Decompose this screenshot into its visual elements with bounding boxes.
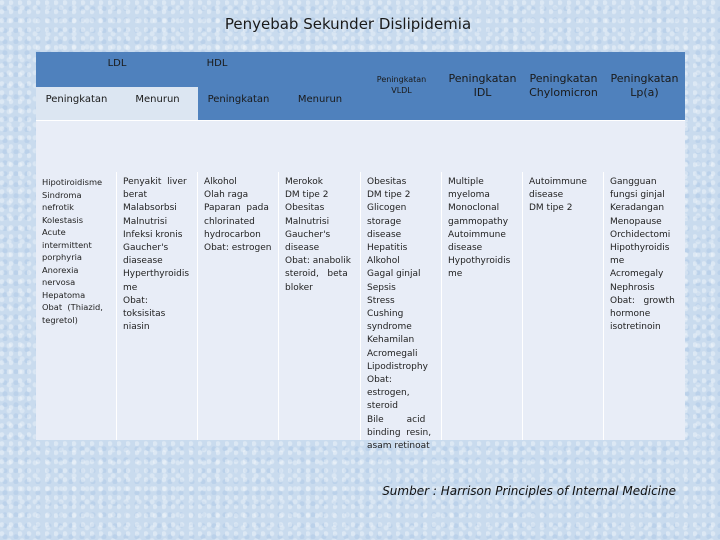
list-item: Malnutrisi bbox=[123, 216, 168, 227]
list-item: Gangguan bbox=[610, 177, 657, 187]
list-item: Hipotiroidisme bbox=[42, 177, 103, 187]
list-item: Kolestasis bbox=[42, 214, 84, 225]
list-item: Penyakit liver bbox=[123, 177, 187, 187]
list-item: fungsi ginjal bbox=[610, 190, 665, 201]
list-item: diasease bbox=[123, 256, 163, 267]
list-item: disease bbox=[285, 243, 320, 254]
list-item: gammopathy bbox=[448, 216, 509, 227]
list-item: Hyperthyroidis bbox=[123, 269, 190, 280]
list-item: Acromegaly bbox=[610, 269, 664, 280]
list-item: storage bbox=[367, 216, 402, 227]
list-item: disease bbox=[448, 243, 483, 254]
list-item: Hepatitis bbox=[367, 243, 408, 254]
list-item: estrogen, bbox=[367, 388, 410, 399]
list-item: intermittent bbox=[42, 239, 92, 250]
chylomicron-list bbox=[523, 172, 603, 440]
idl-header: Peningkatan IDL bbox=[448, 72, 517, 99]
list-item: Obat: anabolik bbox=[285, 256, 351, 267]
list-item: Hipothyroidis bbox=[610, 243, 670, 254]
list-item: Nephrosis bbox=[610, 282, 655, 293]
list-item: Gaucher's bbox=[123, 243, 169, 254]
list-item: Anorexia bbox=[42, 264, 79, 275]
list-item: nefrotik bbox=[42, 202, 74, 212]
ldl-down-list bbox=[117, 172, 197, 440]
list-item: Stress bbox=[367, 295, 395, 306]
list-item: Multiple bbox=[448, 177, 484, 187]
list-item: porphyria bbox=[42, 252, 82, 262]
list-item: myeloma bbox=[448, 190, 490, 201]
list-item: Merokok bbox=[285, 177, 323, 187]
list-item: hormone bbox=[610, 309, 651, 320]
page-title: Penyebab Sekunder Dislipidemia bbox=[224, 15, 472, 33]
list-item: binding resin, bbox=[367, 427, 432, 438]
list-item: DM tipe 2 bbox=[285, 190, 329, 201]
hdl-down-header: Menurun bbox=[297, 94, 343, 105]
list-item: Autoimmune bbox=[448, 229, 506, 240]
list-item: Hepatoma bbox=[42, 289, 86, 300]
list-item: Glicogen bbox=[367, 203, 407, 214]
list-item: hydrocarbon bbox=[204, 229, 261, 240]
list-item: disease bbox=[529, 190, 564, 201]
list-item: chlorinated bbox=[204, 216, 255, 227]
chylomicron-header: Peningkatan Chylomicron bbox=[529, 72, 598, 99]
list-item: Obat: bbox=[367, 375, 392, 386]
list-item: syndrome bbox=[367, 322, 412, 333]
list-item: Obesitas bbox=[367, 177, 407, 187]
list-item: asam retinoat bbox=[367, 441, 430, 452]
list-item: Olah raga bbox=[204, 190, 249, 201]
list-item: DM tipe 2 bbox=[529, 203, 573, 214]
list-item: nervosa bbox=[42, 277, 76, 287]
list-item: Autoimmune bbox=[529, 177, 587, 187]
list-item: tegretol) bbox=[42, 314, 78, 325]
list-item: Hypothyroidis bbox=[448, 256, 511, 267]
list-item: steroid bbox=[367, 401, 398, 412]
list-item: Obat: estrogen bbox=[204, 243, 272, 254]
list-item: Obat (Thiazid, bbox=[42, 302, 103, 312]
vldl-header: Peningkatan VLDL bbox=[376, 75, 427, 95]
lpa-list bbox=[604, 172, 685, 440]
list-item: Malabsorbsi bbox=[123, 203, 177, 214]
list-item: Kehamilan bbox=[367, 335, 415, 346]
list-item: bloker bbox=[285, 282, 313, 293]
list-item: Sindroma bbox=[42, 189, 82, 200]
ldl-up-list bbox=[36, 172, 116, 440]
list-item: Keradangan bbox=[610, 203, 665, 214]
hdl-up-list bbox=[198, 172, 278, 440]
source-citation: Sumber : Harrison Principles of Internal Medicine bbox=[382, 484, 676, 498]
list-item: niasin bbox=[123, 322, 150, 333]
hdl-up-header: Peningkatan bbox=[207, 94, 270, 105]
list-item: Obat: bbox=[123, 295, 148, 306]
ldl-up-header: Peningkatan bbox=[45, 94, 108, 105]
list-item: Malnutrisi bbox=[285, 216, 330, 227]
vldl-list bbox=[361, 172, 441, 452]
subheader-light-row bbox=[36, 121, 685, 172]
list-item: Obat: growth bbox=[610, 295, 675, 306]
ldl-down-header: Menurun bbox=[135, 94, 180, 105]
list-item: Paparan pada bbox=[204, 203, 269, 214]
hdl-group-header: HDL bbox=[206, 58, 228, 69]
list-item: me bbox=[610, 256, 625, 267]
ldl-group-header: LDL bbox=[107, 58, 127, 69]
list-item: Alkohol bbox=[204, 177, 237, 187]
list-item: isotretinoin bbox=[610, 322, 661, 333]
list-item: berat bbox=[123, 190, 147, 201]
list-item: DM tipe 2 bbox=[367, 190, 411, 201]
list-item: Monoclonal bbox=[448, 203, 500, 214]
list-item: toksisitas bbox=[123, 309, 166, 320]
list-item: Sepsis bbox=[367, 282, 396, 293]
list-item: Alkohol bbox=[367, 256, 400, 267]
list-item: Obesitas bbox=[285, 203, 325, 214]
list-item: Bile acid bbox=[367, 414, 426, 425]
list-item: Menopause bbox=[610, 216, 662, 227]
list-item: Cushing bbox=[367, 309, 404, 320]
lpa-header: Peningkatan Lp(a) bbox=[610, 72, 679, 99]
list-item: Gagal ginjal bbox=[367, 269, 421, 280]
list-item: steroid, beta bbox=[285, 269, 348, 280]
list-item: Orchidectomi bbox=[610, 229, 671, 240]
list-item: me bbox=[123, 282, 138, 293]
hdl-down-list bbox=[279, 172, 360, 440]
list-item: Lipodistrophy bbox=[367, 361, 428, 372]
idl-list bbox=[442, 172, 522, 440]
list-item: Gaucher's bbox=[285, 229, 331, 240]
list-item: disease bbox=[367, 229, 402, 240]
list-item: Acute bbox=[42, 227, 66, 237]
list-item: me bbox=[448, 269, 463, 280]
list-item: Acromegali bbox=[367, 348, 418, 359]
list-item: Infeksi kronis bbox=[123, 229, 183, 240]
dyslipidemia-table bbox=[36, 52, 685, 452]
